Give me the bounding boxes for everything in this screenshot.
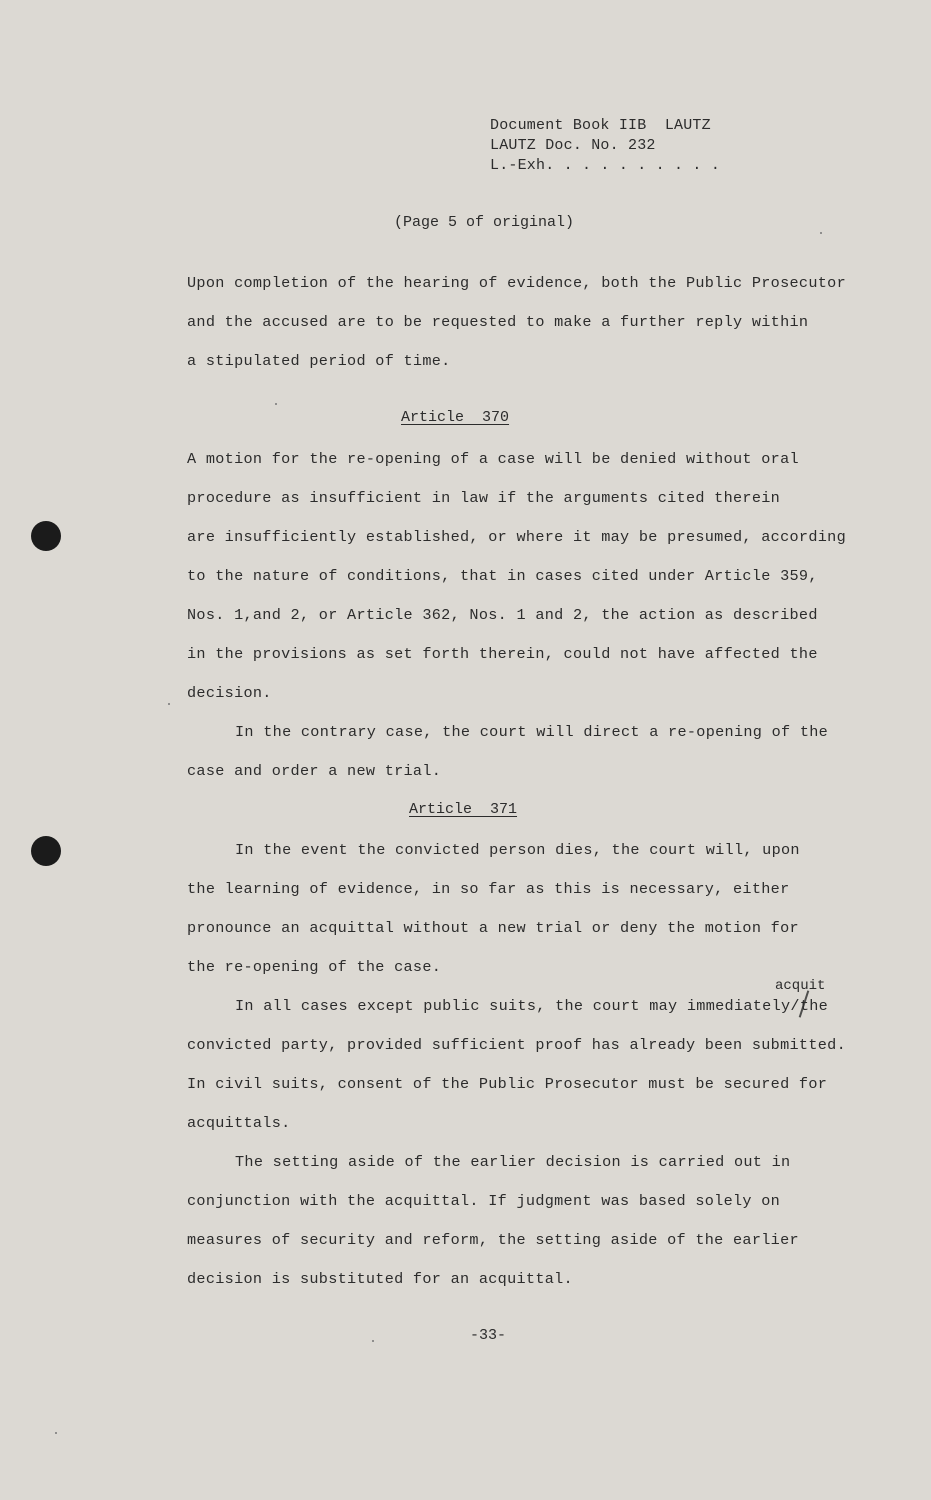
paper-speck	[372, 1340, 374, 1342]
text-line: In the contrary case, the court will direct a re-opening of the	[235, 723, 829, 741]
text-line: are insufficiently established, or where it may be presumed, according	[187, 528, 846, 546]
page-reference: (Page 5 of original)	[394, 214, 575, 231]
text-line: decision is substituted for an acquittal.	[187, 1270, 573, 1288]
punch-hole-lower	[31, 836, 61, 866]
paper-speck	[820, 232, 822, 234]
article-371-heading: Article 371	[409, 801, 518, 818]
text-line: Upon completion of the hearing of evidence, both the Public Prosecutor	[187, 274, 846, 292]
intro-paragraph	[187, 264, 877, 381]
page-number: -33-	[470, 1327, 507, 1344]
text-line: and the accused are to be requested to make a further reply within	[187, 313, 809, 331]
text-line: conjunction with the acquittal. If judgment was based solely on	[187, 1192, 781, 1210]
text-line: decision.	[187, 684, 272, 702]
paper-speck	[168, 703, 170, 705]
text-line: procedure as insufficient in law if the arguments cited therein	[187, 489, 781, 507]
text-line: In all cases except public suits, the court may immediately/the	[235, 997, 829, 1015]
text-line: in the provisions as set forth therein, could not have affected the	[187, 645, 818, 663]
text-line: case and order a new trial.	[187, 762, 442, 780]
text-line: A motion for the re-opening of a case will be denied without oral	[187, 450, 799, 468]
article-370-heading: Article 370	[401, 409, 510, 426]
text-line: the learning of evidence, in so far as this is necessary, either	[187, 880, 790, 898]
punch-hole-upper	[31, 521, 61, 551]
text-line: In civil suits, consent of the Public Prosecutor must be secured for	[187, 1075, 828, 1093]
text-line: to the nature of conditions, that in cases cited under Article 359,	[187, 567, 818, 585]
text-line: Nos. 1,and 2, or Article 362, Nos. 1 and 2, the action as described	[187, 606, 818, 624]
text-line: a stipulated period of time.	[187, 352, 451, 370]
text-line: the re-opening of the case.	[187, 958, 442, 976]
handwritten-insertion: acquit	[775, 978, 826, 994]
text-line: pronounce an acquittal without a new trial or deny the motion for	[187, 919, 799, 937]
article-370-paragraph-2	[187, 713, 877, 791]
article-371-paragraph-2	[187, 987, 877, 1143]
article-370-paragraph-1	[187, 440, 877, 713]
text-line: measures of security and reform, the setting aside of the earlier	[187, 1231, 799, 1249]
document-header	[490, 116, 720, 176]
paper-speck	[55, 1432, 57, 1434]
text-line: The setting aside of the earlier decision is carried out in	[235, 1153, 791, 1171]
text-line: acquittals.	[187, 1114, 291, 1132]
paper-speck	[275, 403, 277, 405]
article-371-paragraph-3	[187, 1143, 877, 1299]
text-line: convicted party, provided sufficient proof has already been submitted.	[187, 1036, 846, 1054]
text-line: In the event the convicted person dies, the court will, upon	[235, 841, 800, 859]
header-document-book: Document Book IIB LAUTZ	[490, 117, 711, 134]
header-doc-number: LAUTZ Doc. No. 232	[490, 137, 656, 154]
header-exhibit: L.-Exh. . . . . . . . . .	[490, 157, 721, 174]
article-371-paragraph-1	[187, 831, 877, 987]
